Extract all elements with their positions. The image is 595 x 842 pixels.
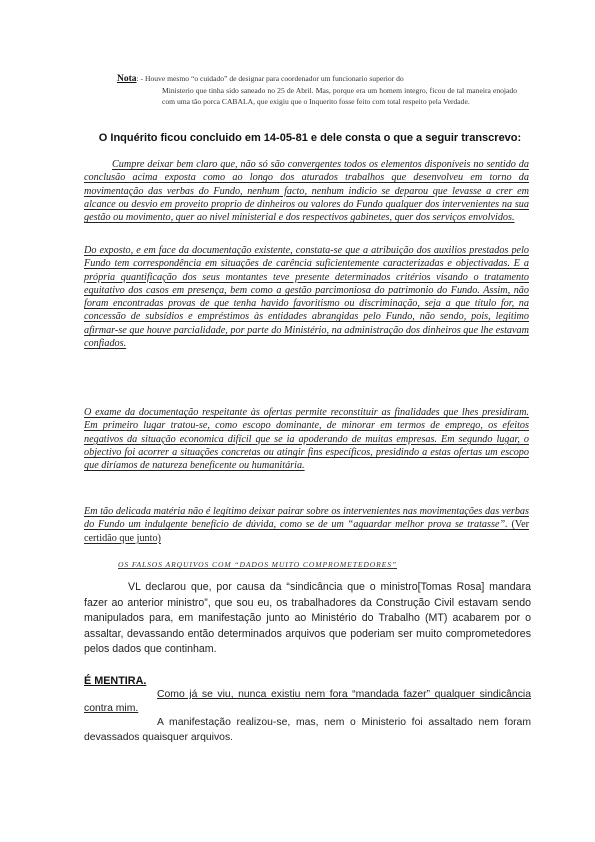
paragraph-vl-declaration: VL declarou que, por causa da “sindicância que o ministro[Tomas Rosa] mandara fazer ao anterior ministro”, que sou eu, os trabalhadores da Construção Civil estavam sendo manipulados para, em manifestação junto ao Ministério do Trabalho (MT) acabarem por o assaltar, devassando então determinados arquivos que poderiam ser muito comprometedores pelos dados que continham. [84,581,531,656]
paragraph-demonstration: A manifestação realizou-se, mas, nem o Ministerio foi assaltado nem foram devassados quaisquer arquivos. [84,717,531,743]
mentira-heading: É MENTIRA. [84,675,147,687]
inquiry-heading: O Inquérito ficou concluido em 14-05-81 e dele consta o que a seguir transcrevo: [98,132,522,144]
quote-paragraph-2: Do exposto, e em face da documentação existente, constata-se que a atribuição dos auxilios prestados pelo Fundo tem correspondência em situações de carência suficientemente caracterizadas e objectivadas. E a própria quantificação dos seus montantes teve presente determinados critérios visando o tratamento equitativo dos casos em presença, bem como a gestão parcimoniosa do patrimonio do Fundo. Assim, não foram encontradas provas de que tenha havido favoritismo ou discriminação, seja a que título for, na concessão de subsídios e empréstimos às entidades abrangidas pelo Fundo, não sendo, pois, legitimo afirmar-se que houve parcialidade, por parte do Ministério, na administração dos dinheiros que lhe estavam confiados. [84,245,529,350]
quote-paragraph-3: O exame da documentação respeitante às ofertas permite reconstituir as finalidades que lhes presidiram. Em primeiro lugar tratou-se, como escopo dominante, de minorar em termos de emprego, os efeitos negativos da situação economica difícil que se ia apoderando de muitas empresas. Em segundo lugar, o objectivo foi acorrer a situações concretas ou atingir fins específicos, presidindo a estas ofertas um escopo que diríamos de natureza beneficente ou humanitária. [84,407,529,472]
paragraph-no-inquiry: Como já se viu, nunca existiu nem fora “mandada fazer” qualquer sindicância contra mim. [84,689,531,714]
nota-rest-text: Ministerio que tinha sido saneado no 25 de Abril. Mas, porque era um homem integro, ficou de tal maneira enojado com uma tão porca CABALA, que exigiu que o Inquerito fosse feito com total respeito pela Verdade. [162,86,517,107]
nota-label: Nota [117,74,137,84]
quote-4-text: Em tão delicada matéria não é legítimo deixar pairar sobre os intervenientes nas movimentações das verbas do Fundo um indulgente benefício de dúvida, como se de um “aguardar melhor prova se tratasse”. [84,506,529,531]
nota-first-line [117,73,517,85]
nota-block [117,73,517,108]
nota-first-text: : - Houve mesmo “o cuidado” de designar para coordenador um funcionario superior do [136,74,404,83]
quote-paragraph-1: Cumpre deixar bem claro que, não só são convergentes todos os elementos disponíveis no sentido da conclusão acima exposta como ao longo dos aturados trabalhos que desenvolveu em torno da movimentação das verbas do Fundo, nenhum facto, nenhum indicio se deparou que levasse a crer em alcance ou desvio em proveito proprio de dinheiros ou valores do Fundo qualquer dos intervenientes na sua gestão ou movimento, quer ao nivel ministerial e dos respectivos gabinetes, quer dos serviços envolvidos. [84,159,529,224]
quote-paragraph-4 [84,505,529,545]
certificate-reference: (Ver certidão que junto) [84,519,529,544]
section-title-false-archives: OS FALSOS ARQUIVOS COM “DADOS MUITO COMPROMETEDORES” [118,560,398,569]
